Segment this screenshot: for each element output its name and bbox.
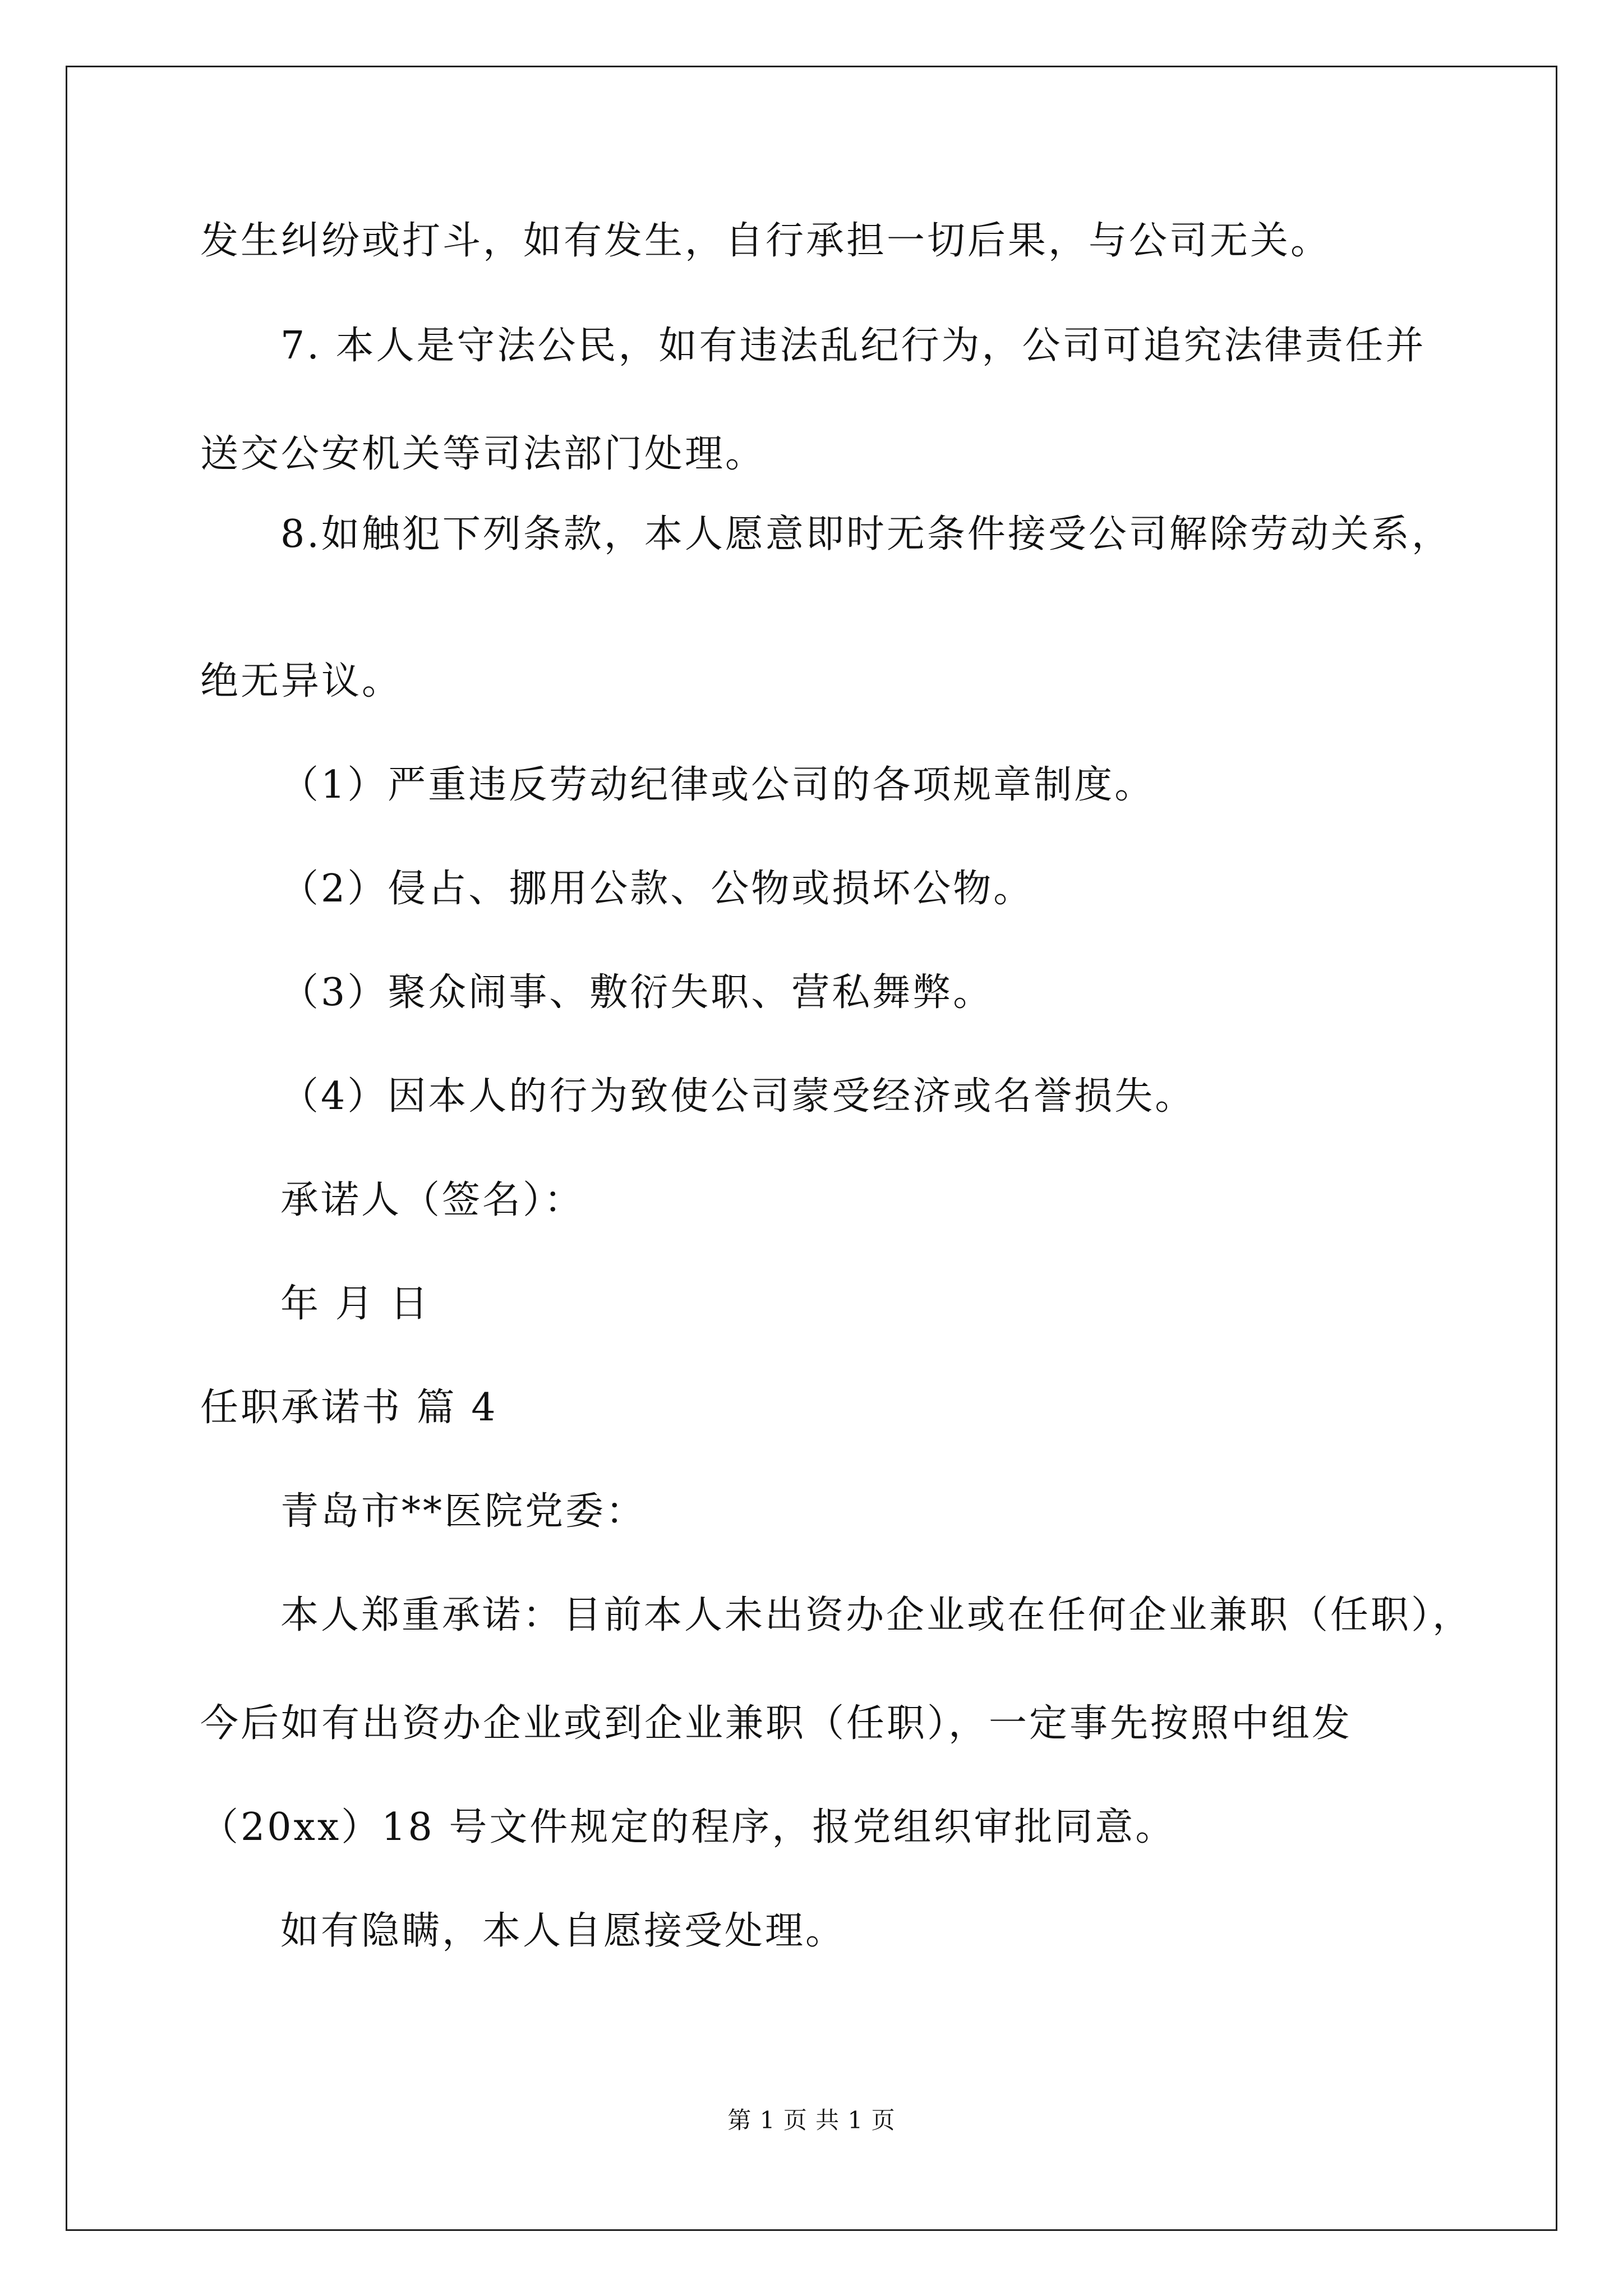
paragraph-line: 如有隐瞒，本人自愿接受处理。 xyxy=(280,1909,846,1953)
date-line: 年 月 日 xyxy=(280,1282,431,1326)
paragraph-line: 送交公安机关等司法部门处理。 xyxy=(200,432,766,476)
page-footer: 第 1 页 共 1 页 xyxy=(727,2106,896,2134)
paragraph-line: （20xx）18 号文件规定的程序，报党组织审批同意。 xyxy=(200,1805,1176,1849)
paragraph-line: 今后如有出资办企业或到企业兼职（任职），一定事先按照中组发 xyxy=(200,1701,1353,1746)
section-heading: 任职承诺书 篇 4 xyxy=(200,1386,498,1430)
paragraph-line: 发生纠纷或打斗，如有发生，自行承担一切后果，与公司无关。 xyxy=(200,219,1331,263)
salutation: 青岛市**医院党委： xyxy=(280,1489,647,1534)
list-item: （1）严重违反劳动纪律或公司的各项规章制度。 xyxy=(280,763,1155,807)
paragraph-line: 本人郑重承诺：目前本人未出资办企业或在任何企业兼职（任职）， xyxy=(280,1593,1473,1637)
signature-label: 承诺人（签名）： xyxy=(280,1178,585,1222)
paragraph-line: 7. 本人是守法公民，如有违法乱纪行为，公司可追究法律责任并 xyxy=(280,324,1426,368)
paragraph-line: 绝无异议。 xyxy=(200,659,403,703)
list-item: （3）聚众闹事、敷衍失职、营私舞弊。 xyxy=(280,970,994,1015)
list-item: （2）侵占、挪用公款、公物或损坏公物。 xyxy=(280,867,1034,911)
list-item: （4）因本人的行为致使公司蒙受经济或名誉损失。 xyxy=(280,1074,1196,1119)
paragraph-line: 8.如触犯下列条款，本人愿意即时无条件接受公司解除劳动关系， xyxy=(280,512,1452,556)
